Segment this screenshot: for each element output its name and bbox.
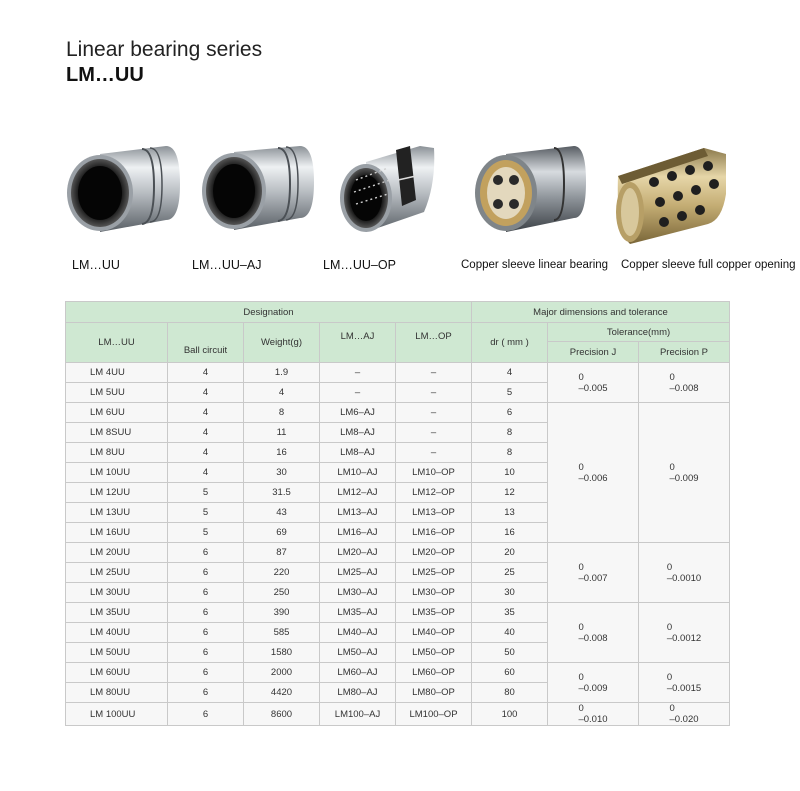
weight-cell: 1.9 — [244, 363, 320, 383]
product-caption-lm-uu: LM…UU — [72, 258, 120, 272]
precision-p-tolerance-cell — [639, 703, 730, 726]
lm-uu-aj-bearing-image — [198, 140, 318, 245]
tolerance-range — [578, 703, 607, 725]
ball-circuit-cell: 4 — [168, 443, 244, 463]
op-cell: LM60–OP — [396, 663, 472, 683]
dr-cell: 35 — [472, 603, 548, 623]
tolerance-upper: 0 — [666, 561, 673, 573]
table-row — [66, 603, 730, 623]
weight-cell: 250 — [244, 583, 320, 603]
ball-circuit-cell: 4 — [168, 383, 244, 403]
op-cell: LM20–OP — [396, 543, 472, 563]
ball-circuit-cell: 6 — [168, 643, 244, 663]
tolerance-lower: –0.0010 — [666, 572, 702, 584]
model-cell: LM 30UU — [66, 583, 168, 603]
op-cell: LM25–OP — [396, 563, 472, 583]
weight-cell: 8600 — [244, 703, 320, 726]
model-cell: LM 8UU — [66, 443, 168, 463]
tolerance-range — [578, 372, 607, 394]
tolerance-range — [578, 462, 607, 484]
aj-cell: LM100–AJ — [320, 703, 396, 726]
table-row — [66, 543, 730, 563]
precision-p-tolerance-cell — [639, 543, 730, 603]
model-cell: LM 60UU — [66, 663, 168, 683]
tolerance-lower: –0.009 — [669, 472, 699, 484]
model-cell: LM 40UU — [66, 623, 168, 643]
model-column-header: LM…UU — [66, 323, 168, 363]
op-cell: LM10–OP — [396, 463, 472, 483]
ball-circuit-cell: 6 — [168, 603, 244, 623]
tolerance-lower: –0.007 — [578, 572, 608, 584]
tolerance-upper: 0 — [669, 461, 675, 473]
product-caption-lm-uu-aj: LM…UU–AJ — [192, 258, 262, 272]
ball-circuit-cell: 6 — [168, 703, 244, 726]
weight-cell: 1580 — [244, 643, 320, 663]
copper-sleeve-bearing-image — [470, 140, 590, 245]
ball-circuit-cell: 6 — [168, 623, 244, 643]
tolerance-range — [578, 672, 607, 694]
tolerance-upper: 0 — [578, 671, 584, 683]
op-cell: – — [396, 383, 472, 403]
aj-cell: LM80–AJ — [320, 683, 396, 703]
aj-cell: LM12–AJ — [320, 483, 396, 503]
weight-cell: 4420 — [244, 683, 320, 703]
weight-cell: 87 — [244, 543, 320, 563]
op-cell: LM30–OP — [396, 583, 472, 603]
full-copper-sleeve-image — [608, 140, 732, 245]
weight-cell: 8 — [244, 403, 320, 423]
specification-table — [65, 301, 730, 726]
dr-cell: 5 — [472, 383, 548, 403]
table-row — [66, 363, 730, 383]
ball-circuit-cell: 5 — [168, 523, 244, 543]
aj-cell: LM30–AJ — [320, 583, 396, 603]
model-cell: LM 13UU — [66, 503, 168, 523]
tolerance-upper: 0 — [666, 621, 673, 633]
op-cell: LM13–OP — [396, 503, 472, 523]
weight-cell: 220 — [244, 563, 320, 583]
model-cell: LM 100UU — [66, 703, 168, 726]
model-cell: LM 16UU — [66, 523, 168, 543]
precision-j-header: Precision J — [548, 342, 639, 363]
weight-cell: 31.5 — [244, 483, 320, 503]
precision-j-tolerance-cell — [548, 603, 639, 663]
aj-cell: LM25–AJ — [320, 563, 396, 583]
dr-cell: 12 — [472, 483, 548, 503]
tolerance-lower: –0.008 — [669, 382, 699, 394]
model-cell: LM 80UU — [66, 683, 168, 703]
aj-cell: LM8–AJ — [320, 423, 396, 443]
weight-cell: 2000 — [244, 663, 320, 683]
tolerance-lower: –0.005 — [578, 382, 608, 394]
dr-cell: 50 — [472, 643, 548, 663]
aj-cell: LM60–AJ — [320, 663, 396, 683]
lm-uu-op-bearing-image — [336, 140, 438, 245]
weight-header: Weight(g) — [244, 323, 320, 363]
designation-header: Designation — [66, 302, 472, 323]
table-row — [66, 663, 730, 683]
dr-cell: 25 — [472, 563, 548, 583]
dr-header: dr ( mm ) — [472, 323, 548, 363]
major-dimensions-header: Major dimensions and tolerance — [472, 302, 730, 323]
dr-cell: 6 — [472, 403, 548, 423]
tolerance-header: Tolerance(mm) — [548, 323, 730, 342]
tolerance-lower: –0.0012 — [666, 632, 702, 644]
aj-cell: LM40–AJ — [320, 623, 396, 643]
ball-circuit-cell: 6 — [168, 683, 244, 703]
op-cell: LM40–OP — [396, 623, 472, 643]
weight-cell: 16 — [244, 443, 320, 463]
dr-cell: 30 — [472, 583, 548, 603]
tolerance-lower: –0.010 — [578, 714, 608, 725]
tolerance-upper: 0 — [578, 371, 584, 383]
weight-cell: 11 — [244, 423, 320, 443]
tolerance-upper: 0 — [578, 621, 584, 633]
tolerance-lower: –0.009 — [578, 682, 608, 694]
aj-cell: LM35–AJ — [320, 603, 396, 623]
precision-j-tolerance-cell — [548, 403, 639, 543]
tolerance-range — [669, 462, 698, 484]
dr-cell: 80 — [472, 683, 548, 703]
tolerance-range — [669, 703, 698, 725]
precision-j-tolerance-cell — [548, 543, 639, 603]
table-row — [66, 403, 730, 423]
tolerance-range — [667, 622, 701, 644]
model-cell: LM 6UU — [66, 403, 168, 423]
weight-cell: 4 — [244, 383, 320, 403]
tolerance-range — [669, 372, 698, 394]
tolerance-range — [578, 562, 607, 584]
table-row — [66, 703, 730, 726]
dr-cell: 4 — [472, 363, 548, 383]
product-caption-copper-sleeve: Copper sleeve linear bearing — [461, 259, 609, 271]
aj-cell: LM8–AJ — [320, 443, 396, 463]
lm-op-header: LM…OP — [396, 323, 472, 363]
op-cell: – — [396, 443, 472, 463]
tolerance-upper: 0 — [578, 703, 584, 714]
dr-cell: 40 — [472, 623, 548, 643]
op-cell: LM35–OP — [396, 603, 472, 623]
model-cell: LM 5UU — [66, 383, 168, 403]
tolerance-range — [667, 562, 701, 584]
product-caption-lm-uu-op: LM…UU–OP — [323, 258, 396, 272]
dr-cell: 16 — [472, 523, 548, 543]
product-caption-full-copper: Copper sleeve full copper opening — [621, 259, 796, 271]
ball-circuit-cell: 6 — [168, 563, 244, 583]
aj-cell: LM20–AJ — [320, 543, 396, 563]
tolerance-upper: 0 — [578, 461, 584, 473]
weight-cell: 390 — [244, 603, 320, 623]
weight-cell: 43 — [244, 503, 320, 523]
weight-cell: 69 — [244, 523, 320, 543]
ball-circuit-cell: 5 — [168, 503, 244, 523]
model-cell: LM 4UU — [66, 363, 168, 383]
ball-circuit-cell: 4 — [168, 363, 244, 383]
aj-cell: LM6–AJ — [320, 403, 396, 423]
model-cell: LM 8SUU — [66, 423, 168, 443]
ball-circuit-cell: 4 — [168, 423, 244, 443]
dr-cell: 60 — [472, 663, 548, 683]
aj-cell: LM10–AJ — [320, 463, 396, 483]
weight-cell: 30 — [244, 463, 320, 483]
aj-cell: – — [320, 383, 396, 403]
dr-cell: 8 — [472, 423, 548, 443]
op-cell: LM12–OP — [396, 483, 472, 503]
tolerance-upper: 0 — [666, 671, 673, 683]
ball-circuit-cell: 4 — [168, 463, 244, 483]
precision-p-tolerance-cell — [639, 663, 730, 703]
ball-circuit-cell: 6 — [168, 663, 244, 683]
lm-aj-header: LM…AJ — [320, 323, 396, 363]
precision-p-tolerance-cell — [639, 363, 730, 403]
dr-cell: 20 — [472, 543, 548, 563]
tolerance-upper: 0 — [669, 371, 675, 383]
tolerance-lower: –0.006 — [578, 472, 608, 484]
tolerance-lower: –0.008 — [578, 632, 608, 644]
model-cell: LM 12UU — [66, 483, 168, 503]
op-cell: LM80–OP — [396, 683, 472, 703]
ball-circuit-cell: 6 — [168, 583, 244, 603]
model-cell: LM 35UU — [66, 603, 168, 623]
page-subtitle: LM…UU — [66, 64, 144, 86]
model-cell: LM 25UU — [66, 563, 168, 583]
model-cell: LM 50UU — [66, 643, 168, 663]
op-cell: – — [396, 363, 472, 383]
tolerance-lower: –0.020 — [669, 714, 699, 725]
page-title: Linear bearing series — [66, 38, 263, 61]
specification-body — [66, 363, 730, 726]
model-cell: LM 20UU — [66, 543, 168, 563]
aj-cell: LM50–AJ — [320, 643, 396, 663]
op-cell: LM50–OP — [396, 643, 472, 663]
op-cell: – — [396, 423, 472, 443]
ball-circuit-cell: 5 — [168, 483, 244, 503]
precision-j-tolerance-cell — [548, 703, 639, 726]
tolerance-lower: –0.0015 — [666, 682, 702, 694]
dr-cell: 100 — [472, 703, 548, 726]
dr-cell: 10 — [472, 463, 548, 483]
precision-p-header: Precision P — [639, 342, 730, 363]
precision-j-tolerance-cell — [548, 663, 639, 703]
model-cell: LM 10UU — [66, 463, 168, 483]
tolerance-range — [578, 622, 607, 644]
tolerance-upper: 0 — [578, 561, 584, 573]
lm-uu-bearing-image — [62, 140, 184, 245]
precision-j-tolerance-cell — [548, 363, 639, 403]
aj-cell: – — [320, 363, 396, 383]
op-cell: – — [396, 403, 472, 423]
dr-cell: 13 — [472, 503, 548, 523]
op-cell: LM100–OP — [396, 703, 472, 726]
dr-cell: 8 — [472, 443, 548, 463]
tolerance-upper: 0 — [669, 703, 675, 714]
precision-p-tolerance-cell — [639, 603, 730, 663]
tolerance-range — [667, 672, 701, 694]
ball-circuit-cell: 4 — [168, 403, 244, 423]
aj-cell: LM16–AJ — [320, 523, 396, 543]
ball-circuit-header: Ball circuit — [168, 323, 244, 363]
ball-circuit-cell: 6 — [168, 543, 244, 563]
aj-cell: LM13–AJ — [320, 503, 396, 523]
weight-cell: 585 — [244, 623, 320, 643]
op-cell: LM16–OP — [396, 523, 472, 543]
precision-p-tolerance-cell — [639, 403, 730, 543]
